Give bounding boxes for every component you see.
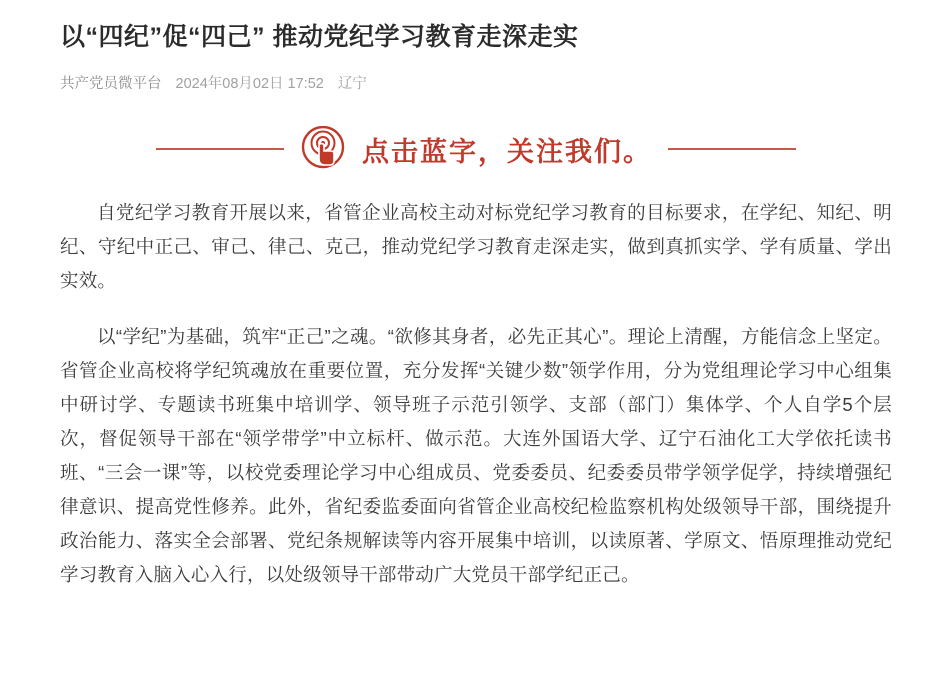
banner-rule-left [156,148,284,150]
follow-banner-text: 点击蓝字，关注我们。 [362,136,652,167]
follow-banner[interactable] [60,120,892,178]
tap-hand-icon [300,126,346,172]
meta-location: 辽宁 [337,76,367,92]
article-body [60,196,892,592]
article-paragraph: 自党纪学习教育开展以来，省管企业高校主动对标党纪学习教育的目标要求，在学纪、知纪、明纪、守纪中正己、审己、律己、克己，推动党纪学习教育走深走实，做到真抓实学、学有质量、学出实效。 [60,202,892,291]
page-title: 以“四纪”促“四己” 推动党纪学习教育走深走实 [60,23,579,51]
banner-rule-right [668,148,796,150]
article-meta [60,74,892,94]
article-paragraph: 以“学纪”为基础，筑牢“正己”之魂。“欲修其身者，必先正其心”。理论上清醒，方能信念上坚定。省管企业高校将学纪筑魂放在重要位置，充分发挥“关键少数”领学作用，分为党组理论学习中心组集中研讨学、专题读书班集中培训学、领导班子示范引领学、支部（部门）集体学、个人自学5个层次，督促领导干部在“领学带学”中立标杆、做示范。大连外国语大学、辽宁石油化工大学依托读书班、“三会一课”等，以校党委理论学习中心组成员、党委委员、纪委委员带学领学促学，持续增强纪律意识、提高党性修养。此外，省纪委监委面向省管企业高校纪检监察机构处级领导干部，围绕提升政治能力、落实全会部署、党纪条规解读等内容开展集中培训，以读原著、学原文、悟原理推动党纪学习教育入脑入心入行，以处级领导干部带动广大党员干部学纪正己。 [60,326,892,585]
meta-publish-datetime: 2024年08月02日 17:52 [175,76,324,92]
meta-account-name[interactable]: 共产党员微平台 [60,76,162,92]
